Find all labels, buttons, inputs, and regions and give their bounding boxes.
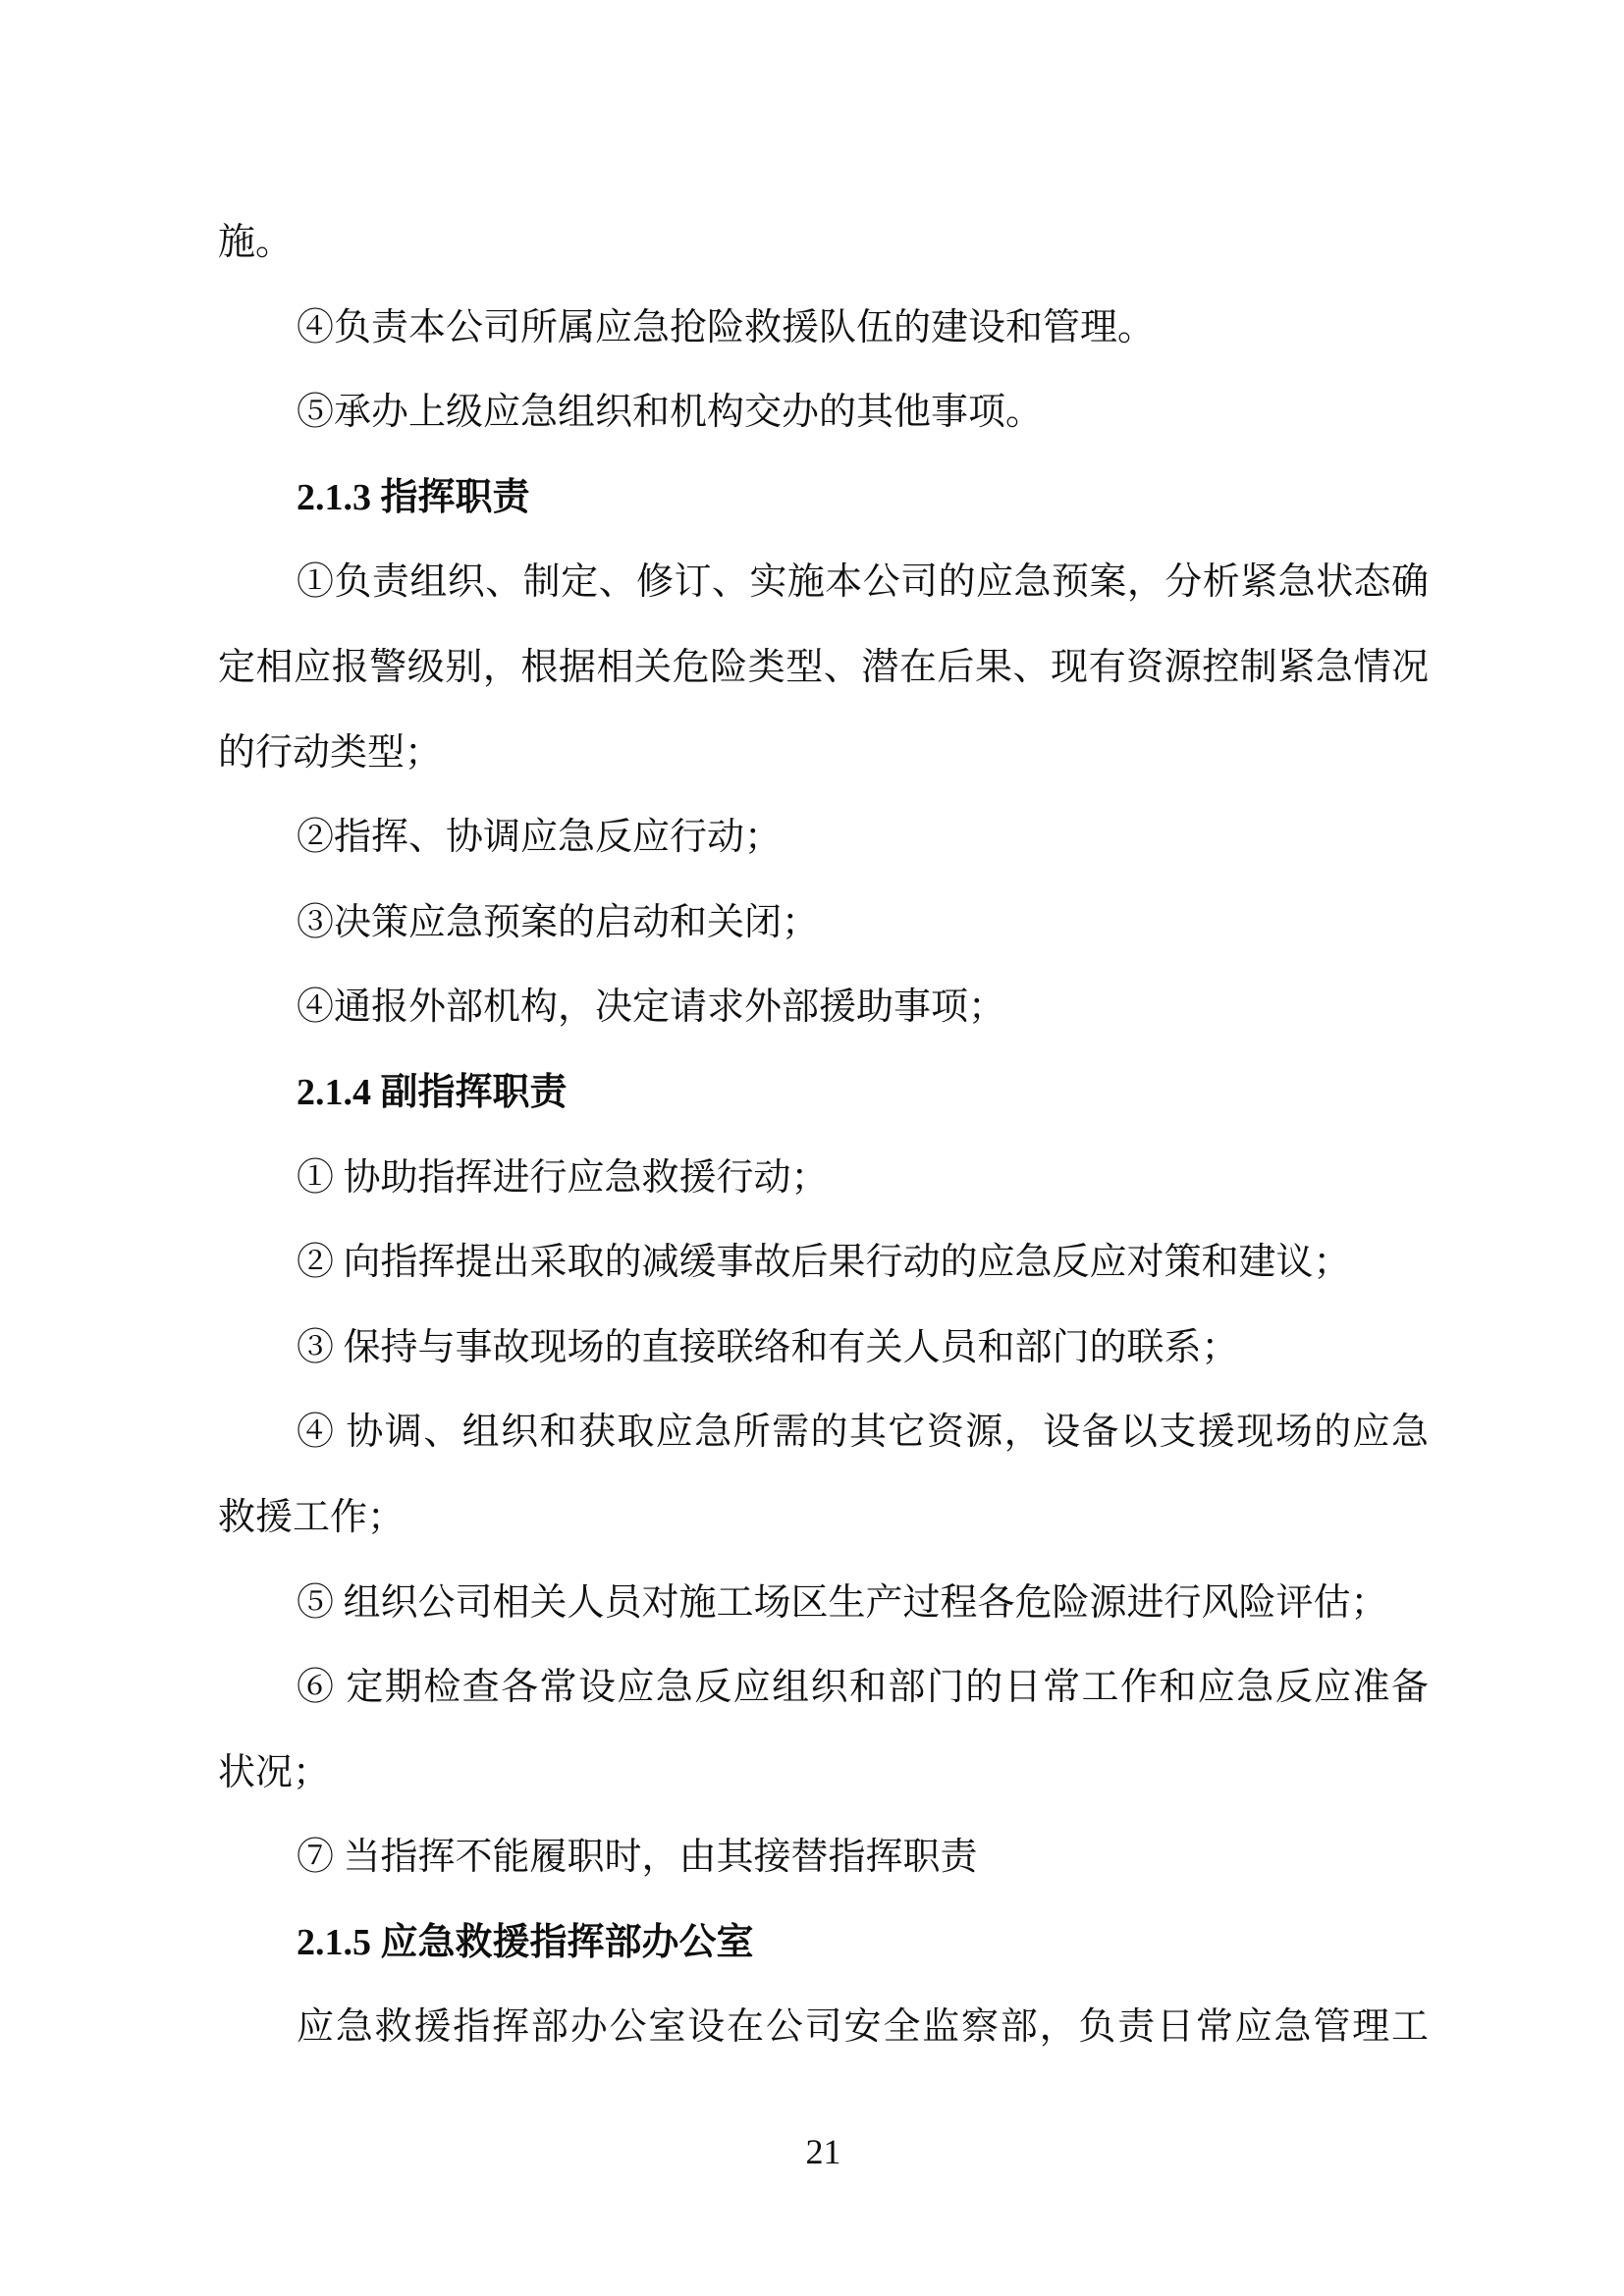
section-heading: 2.1.5 应急救援指挥部办公室 [297, 1921, 754, 1963]
text-line: 救援工作； [218, 1496, 406, 1538]
list-item: ⑦ 当指挥不能履职时，由其接替指挥职责 [297, 1837, 978, 1879]
list-item: ④负责本公司所属应急抢险救援队伍的建设和管理。 [297, 306, 1156, 348]
list-item: ④通报外部机构，决定请求外部援助事项； [297, 987, 1006, 1029]
page-number: 21 [805, 2132, 841, 2171]
list-item: ④ 协调、组织和获取应急所需的其它资源，设备以支援现场的应急 [297, 1412, 1429, 1454]
text-line: 的行动类型； [218, 731, 443, 774]
list-item: ③ 保持与事故现场的直接联络和有关人员和部门的联系； [297, 1326, 1239, 1368]
text-line: 应急救援指挥部办公室设在公司安全监察部，负责日常应急管理工 [297, 2006, 1429, 2049]
section-heading: 2.1.3 指挥职责 [297, 476, 530, 518]
text-line: 定相应报警级别，根据相关危险类型、潜在后果、现有资源控制紧急情况 [218, 646, 1429, 688]
list-item: ⑤承办上级应急组织和机构交办的其他事项。 [297, 392, 1044, 434]
text-line: 状况； [218, 1751, 331, 1793]
list-item: ⑤ 组织公司相关人员对施工场区生产过程各危险源进行风险评估； [297, 1581, 1388, 1624]
text-line: 施。 [218, 222, 294, 263]
list-item: ②指挥、协调应急反应行动； [297, 817, 783, 859]
list-item: ③决策应急预案的启动和关闭； [297, 901, 820, 943]
list-item: ⑥ 定期检查各常设应急反应组织和部门的日常工作和应急反应准备 [297, 1667, 1429, 1709]
list-item: ① 协助指挥进行应急救援行动； [297, 1156, 829, 1199]
text-column [218, 200, 1429, 2070]
section-heading: 2.1.4 副指挥职责 [297, 1071, 568, 1113]
list-item: ② 向指挥提出采取的减缓事故后果行动的应急反应对策和建议； [297, 1242, 1351, 1284]
list-item: ①负责组织、制定、修订、实施本公司的应急预案，分析紧急状态确 [297, 561, 1429, 604]
